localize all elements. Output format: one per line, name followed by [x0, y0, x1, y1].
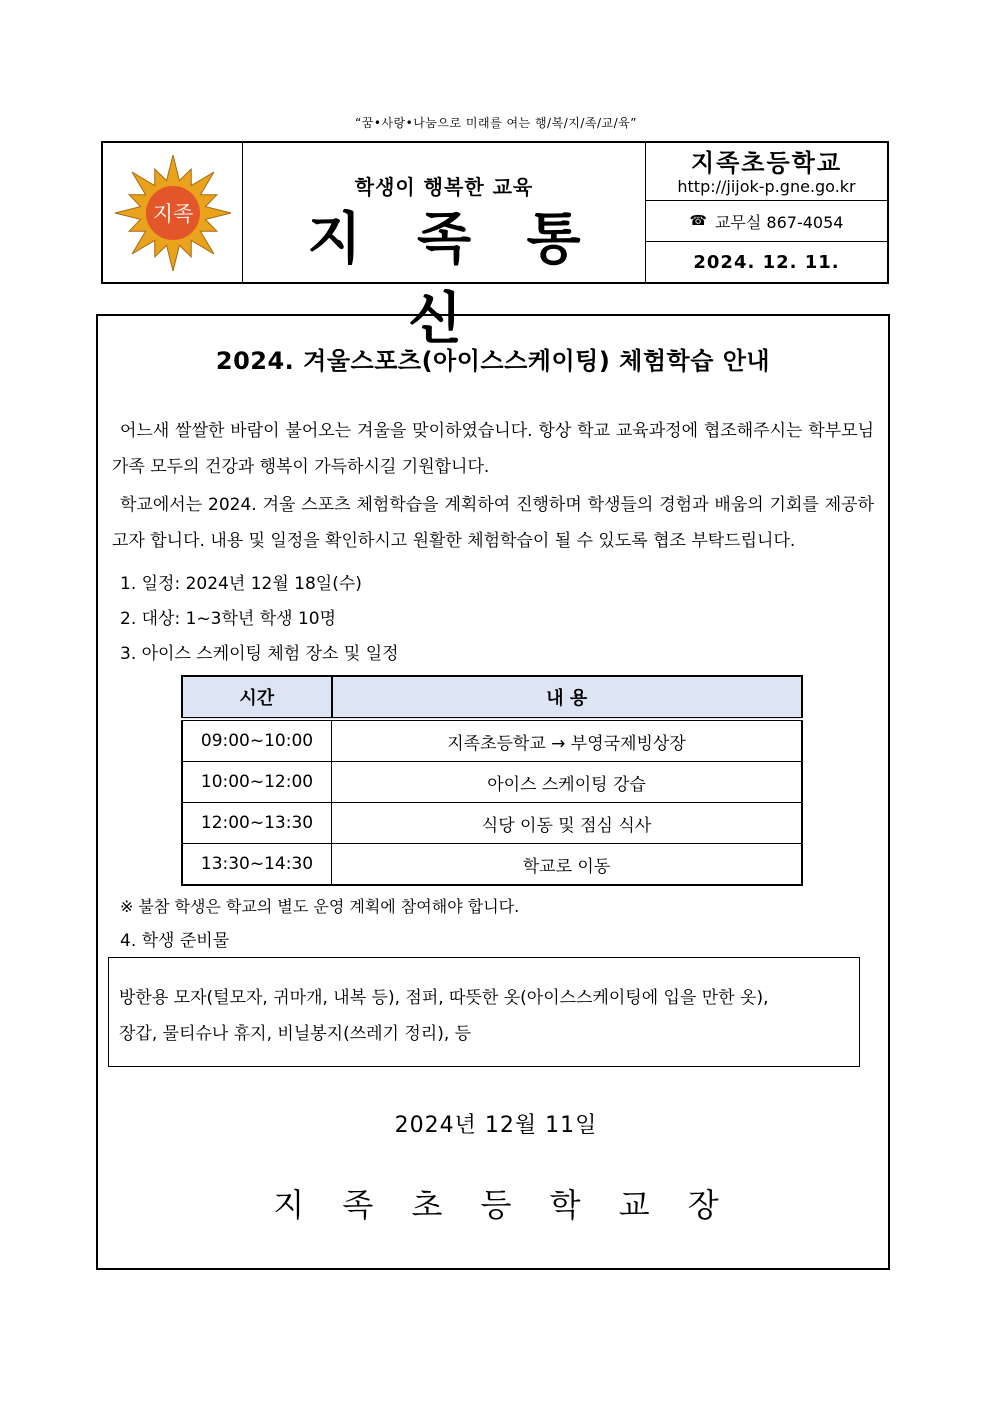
schedule-table	[181, 675, 803, 886]
intro-paragraph-2: 학교에서는 2024. 겨울 스포츠 체험학습을 계획하여 진행하며 학생들의 경험과 배움의 기회를 제공하고자 합니다. 내용 및 일정을 확인하시고 원활한 체험학습이 될 수 있도록 협조 부탁드립니다.	[112, 495, 874, 551]
phone-row	[646, 201, 887, 242]
school-logo	[103, 143, 243, 282]
table-header-time: 시간	[182, 676, 332, 719]
masthead	[101, 141, 889, 352]
notice-title: 2024. 겨울스포츠(아이스스케이팅) 체험학습 안내	[215, 347, 771, 375]
table-row: 13:30~14:30 학교로 이동	[182, 844, 802, 886]
masthead-info	[646, 143, 887, 282]
motto: “꿈•사랑•나눔으로 미래를 여는 행/복/지/족/교/육”	[355, 116, 637, 130]
item-supplies: 4. 학생 준비물	[120, 931, 230, 951]
supplies-line: 장갑, 물티슈나 휴지, 비닐봉지(쓰레기 정리), 등	[119, 1024, 472, 1044]
newsletter-title: 지 족 통 신	[307, 207, 599, 352]
school-url[interactable]: http://jijok-p.gne.go.kr	[677, 177, 856, 196]
principal-signature: 지 족 초 등 학 교 장	[273, 1186, 733, 1224]
item-target: 2. 대상: 1~3학년 학생 10명	[120, 609, 337, 629]
table-header-content: 내 용	[332, 676, 803, 719]
slogan: 학생이 행복한 교육	[354, 175, 534, 199]
item-schedule-date: 1. 일정: 2024년 12월 18일(수)	[120, 574, 362, 594]
school-emblem-icon	[112, 152, 234, 274]
masthead-center	[243, 143, 646, 352]
supplies-box	[108, 957, 860, 1067]
table-row: 12:00~13:30 식당 이동 및 점심 식사	[182, 803, 802, 844]
absence-note: ※ 불참 학생은 학교의 별도 운영 계획에 참여해야 합니다.	[120, 897, 520, 916]
logo-text: 지족	[152, 201, 193, 226]
signature-date: 2024년 12월 11일	[394, 1113, 598, 1138]
phone-number: 교무실 867-4054	[714, 212, 844, 232]
intro-paragraph-1: 어느새 쌀쌀한 바람이 불어오는 겨울을 맞이하였습니다. 항상 학교 교육과정에 협조해주시는 학부모님 가족 모두의 건강과 행복이 가득하시길 기원합니다.	[112, 421, 874, 477]
supplies-line: 방한용 모자(털모자, 귀마개, 내복 등), 점퍼, 따뜻한 옷(아이스스케이팅에 입을 만한 옷),	[119, 988, 769, 1008]
school-name: 지족초등학교	[690, 149, 843, 177]
phone-icon: ☎	[689, 213, 707, 229]
issue-date: 2024. 12. 11.	[693, 251, 840, 273]
table-row: 09:00~10:00 지족초등학교 → 부영국제빙상장	[182, 719, 802, 762]
table-row: 10:00~12:00 아이스 스케이팅 강습	[182, 762, 802, 803]
item-place-schedule: 3. 아이스 스케이팅 체험 장소 및 일정	[120, 644, 399, 664]
